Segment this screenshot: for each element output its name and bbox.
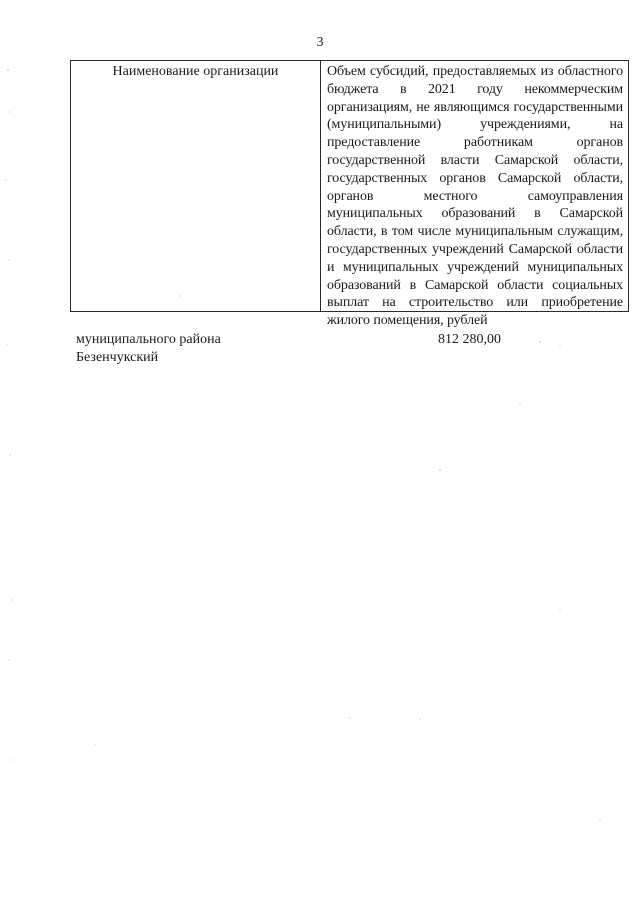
table-row-organization <box>76 331 336 367</box>
organization-name-line1: муниципального района <box>76 332 221 347</box>
header-subsidy-amount: Объем субсидий, предоставляемых из областного бюджета в 2021 году некоммерческим организациям, не являющимся государственными (муниципальными) учреждениями, на предоставление работникам органов государственной власти Самарской области, государственных органов Самарской области, органов местного самоуправления муниципальных образований в Самарской области, в том числе муниципальным служащим, государственных учреждений Самарской области и муниципальных учреждений муниципальных образований в Самарской области социальных выплат на строительство или приобретение жилого помещения, рублей <box>327 64 623 329</box>
header-organization-name: Наименование организации <box>112 64 279 79</box>
page-number: 3 <box>316 35 324 50</box>
table-row-subsidy-value: 812 280,00 <box>438 332 501 347</box>
organization-name-line2: Безенчукский <box>76 350 159 365</box>
column-divider <box>320 61 321 311</box>
table-header <box>70 60 629 329</box>
